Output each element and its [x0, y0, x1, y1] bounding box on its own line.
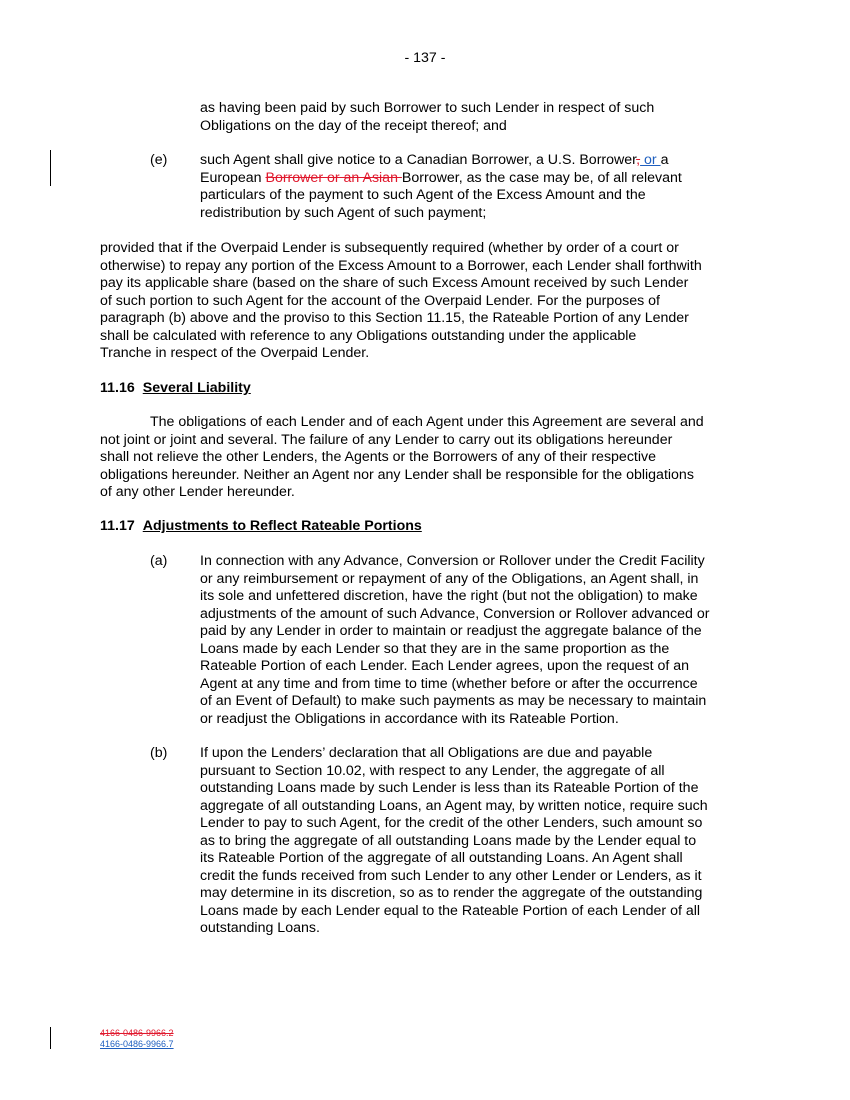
text-line	[200, 170, 755, 188]
section-number: 11.17	[100, 518, 135, 534]
text-line: Tranche in respect of the Overpaid Lender.	[100, 345, 370, 361]
text-line: outstanding Loans made by such Lender is less than its Rateable Portion of the	[200, 780, 699, 796]
text-line: In connection with any Advance, Conversion or Rollover under the Credit Facility	[200, 553, 705, 569]
text-line: outstanding Loans.	[200, 920, 320, 936]
text-line: Loans made by each Lender so that they are in the same proportion as the	[200, 640, 670, 657]
text-line: aggregate of all outstanding Loans, an Agent may, by written notice, require such	[200, 797, 708, 814]
text-line: of such portion to such Agent for the account of the Overpaid Lender. For the purposes of	[100, 292, 660, 309]
text-line: The obligations of each Lender and of each Agent under this Agreement are several and	[150, 414, 704, 430]
text-line: pursuant to Section 10.02, with respect to any Lender, the aggregate of all	[200, 762, 665, 779]
section-number: 11.16	[100, 380, 135, 396]
text-run: Borrower, as the case may be, of all relevant	[401, 169, 682, 186]
text-line: shall not relieve the other Lenders, the Agents or the Borrowers of any of their respective	[100, 449, 656, 465]
text-line: may determine in its discretion, so as to render the aggregate of the outstanding	[200, 885, 703, 901]
text-line: as to bring the aggregate of all outstanding Loans made by the Lender equal to	[200, 832, 697, 849]
text-run: European	[200, 169, 266, 186]
item-a-text	[200, 553, 755, 728]
text-line: credit the funds received from such Lender to any other Lender or Lenders, as it	[200, 867, 702, 884]
text-line: redistribution by such Agent of such payment;	[200, 204, 487, 221]
item-a-label: (a)	[150, 553, 168, 569]
page-number: - 137 -	[404, 50, 446, 66]
deleted-document-id: 4166-0486-9966.2	[100, 1028, 174, 1038]
continuation-paragraph	[200, 100, 755, 135]
text-line: If upon the Lenders’ declaration that all Obligations are due and payable	[200, 745, 653, 761]
inserted-text: or	[640, 152, 661, 168]
deleted-text: ,	[636, 152, 641, 168]
text-line: provided that if the Overpaid Lender is subsequently required (whether by order of a court or	[100, 240, 679, 256]
change-bar	[50, 1027, 51, 1049]
text-line: its sole and unfettered discretion, have the right (but not the obligation) to make	[200, 588, 698, 604]
text-line: paragraph (b) above and the proviso to this Section 11.15, the Rateable Portion of any Lender	[100, 310, 689, 326]
item-e-text	[200, 152, 755, 222]
item-b-text	[200, 745, 755, 938]
proviso-paragraph	[100, 240, 755, 363]
inserted-document-id: 4166-0486-9966.7	[100, 1039, 174, 1049]
text-line: or readjust the Obligations in accordance with its Rateable Portion.	[200, 710, 619, 727]
item-b-label: (b)	[150, 745, 168, 761]
text-line: of an Event of Default) to make such payments as may be necessary to maintain	[200, 693, 707, 709]
text-line: Obligations on the day of the receipt thereof; and	[200, 117, 507, 134]
text-line: particulars of the payment to such Agent of the Excess Amount and the	[200, 187, 646, 203]
text-line: Agent at any time and from time to time (whether before or after the occurrence	[200, 675, 698, 692]
text-line: otherwise) to repay any portion of the Excess Amount to a Borrower, each Lender shall forthwith	[100, 257, 702, 274]
text-line: pay its applicable share (based on the share of such Excess Amount received by such Lender	[100, 275, 689, 291]
deleted-text: Borrower or an Asian	[265, 169, 402, 186]
section-heading-11-17	[100, 518, 422, 534]
item-e-label: (e)	[150, 152, 168, 168]
text-line: Lender to pay to such Agent, for the credit of the other Lenders, such amount so	[200, 815, 703, 831]
text-line: Rateable Portion of each Lender. Each Lender agrees, upon the request of an	[200, 658, 690, 674]
section-11-16-body	[100, 414, 755, 502]
text-line: Loans made by each Lender equal to the Rateable Portion of each Lender of all	[200, 902, 701, 919]
text-run: a	[660, 152, 669, 168]
text-line: paid by any Lender in order to maintain or readjust the aggregate balance of the	[200, 623, 702, 639]
text-line	[200, 152, 755, 170]
text-line: or any reimbursement or repayment of any of the Obligations, an Agent shall, in	[200, 570, 699, 587]
text-line: of any other Lender hereunder.	[100, 484, 295, 500]
section-title: Several Liability	[142, 380, 251, 396]
text-run: such Agent shall give notice to a Canadian Borrower, a U.S. Borrower	[200, 152, 637, 168]
text-line: obligations hereunder. Neither an Agent nor any Lender shall be responsible for the obligations	[100, 466, 694, 483]
text-line: its Rateable Portion of the aggregate of all outstanding Loans. An Agent shall	[200, 850, 683, 866]
section-title: Adjustments to Reflect Rateable Portions	[142, 518, 422, 534]
text-line: shall be calculated with reference to any Obligations outstanding under the applicable	[100, 327, 637, 344]
section-heading-11-16	[100, 380, 251, 396]
change-bar	[50, 150, 51, 186]
text-line: as having been paid by such Borrower to such Lender in respect of such	[200, 100, 655, 116]
text-line: adjustments of the amount of such Advance, Conversion or Rollover advanced or	[200, 605, 710, 622]
document-id-footer	[100, 1028, 174, 1050]
text-line: not joint or joint and several. The failure of any Lender to carry out its obligations hereunder	[100, 431, 673, 448]
